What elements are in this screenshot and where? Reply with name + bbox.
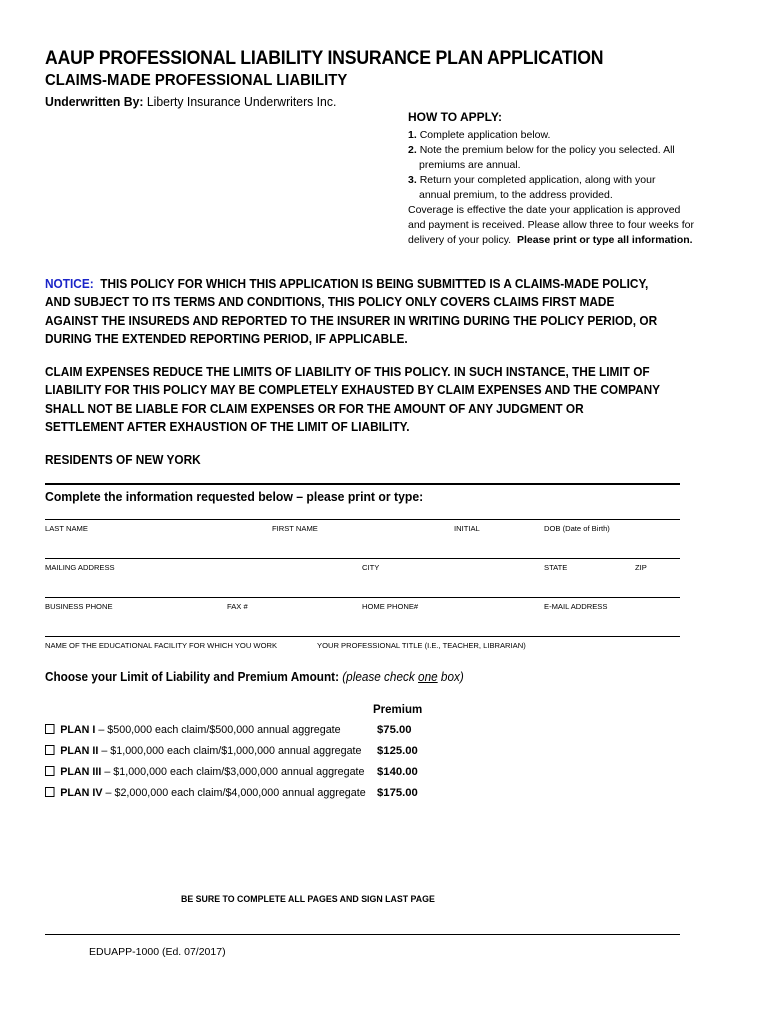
business-phone-label: BUSINESS PHONE (45, 602, 113, 611)
home-phone-label: HOME PHONE# (362, 602, 419, 611)
plan-option[interactable] (45, 766, 364, 778)
claims-made-notice (45, 275, 665, 348)
last-name-field[interactable] (45, 519, 680, 520)
dob-label: DOB (Date of Birth) (544, 524, 610, 533)
plan-premium: $125.00 (377, 745, 418, 757)
plan-name: PLAN II (60, 745, 99, 757)
step-2-text: Note the premium below for the policy you selected. All (419, 144, 675, 156)
professional-title-label: YOUR PROFESSIONAL TITLE (I.E., TEACHER, LIBRARIAN) (317, 641, 526, 650)
step-1-number: 1. (408, 129, 417, 141)
step-3-text: Return your completed application, along with your (419, 174, 656, 186)
notice-text: THIS POLICY FOR WHICH THIS APPLICATION IS BEING SUBMITTED IS A CLAIMS-MADE POLICY, AND SUBJECT TO ITS TERMS AND CONDITIONS, THIS POLICY ONLY COVERS CLAIMS FIRST MADE AGAINST THE INSUREDS AND REPORTED TO THE INSURER IN WRITING DURING THE POLICY PERIOD, OR DURING THE EXTENDED REPORTING PERIOD, IF APPLICABLE. (45, 277, 658, 346)
plan-ii-checkbox[interactable] (45, 745, 55, 755)
notice-label: NOTICE: (45, 277, 94, 291)
facility-label: NAME OF THE EDUCATIONAL FACILITY FOR WHICH YOU WORK (45, 641, 278, 650)
instruction-one: one (418, 670, 438, 684)
plan-name: PLAN III (60, 766, 102, 778)
step-2-number: 2. (408, 144, 417, 156)
form-number: EDUAPP-1000 (Ed. 07/2017) (89, 946, 226, 958)
limits-instruction (342, 670, 464, 684)
premium-column-header: Premium (373, 704, 423, 716)
coverage-effective-text (408, 203, 698, 248)
mailing-address-field[interactable] (45, 558, 680, 559)
initial-label: INITIAL (454, 524, 480, 533)
last-name-label: LAST NAME (45, 524, 88, 533)
step-2 (408, 143, 698, 158)
how-to-apply-heading: HOW TO APPLY: (408, 110, 503, 124)
footer-divider (45, 934, 680, 935)
facility-field[interactable] (45, 636, 680, 637)
how-to-apply-box (408, 110, 698, 248)
plan-description: – $1,000,000 each claim/$1,000,000 annual aggregate (98, 745, 362, 757)
plan-premium: $175.00 (377, 787, 418, 799)
plan-name: PLAN I (60, 724, 96, 736)
plan-i-checkbox[interactable] (45, 724, 55, 734)
limits-heading (45, 670, 464, 684)
mailing-address-label: MAILING ADDRESS (45, 563, 115, 572)
underwriter-label: Underwritten By: (45, 94, 144, 109)
step-3-continued: annual premium, to the address provided. (419, 189, 613, 201)
plan-description: – $500,000 each claim/$500,000 annual aggregate (95, 724, 341, 736)
state-label: STATE (544, 563, 568, 572)
plan-option[interactable] (45, 787, 366, 799)
email-label: E-MAIL ADDRESS (544, 602, 608, 611)
plan-name: PLAN IV (60, 787, 103, 799)
claim-expenses-notice: CLAIM EXPENSES REDUCE THE LIMITS OF LIABILITY OF THIS POLICY. IN SUCH INSTANCE, THE LIMIT OF LIABILITY FOR THIS POLICY MAY BE COMPLETELY EXHAUSTED BY CLAIM EXPENSES AND THE COMPANY SHALL NOT BE LIABLE FOR CLAIM EXPENSES OR FOR THE AMOUNT OF ANY JUDGMENT OR SETTLEMENT AFTER EXHAUSTION OF THE LIMIT OF LIABILITY. (45, 365, 660, 434)
instruction-part-b: box) (440, 670, 464, 684)
step-3 (408, 173, 698, 188)
city-label: CITY (362, 563, 380, 572)
step-3-number: 3. (408, 174, 417, 186)
plan-option[interactable] (45, 745, 362, 757)
underwriter-line (45, 94, 336, 109)
step-2-continued: premiums are annual. (419, 159, 521, 171)
instruction-part-a: (please check (342, 670, 415, 684)
first-name-label: FIRST NAME (272, 524, 318, 533)
plan-iii-checkbox[interactable] (45, 766, 55, 776)
plan-description: – $2,000,000 each claim/$4,000,000 annual aggregate (102, 787, 366, 799)
plan-premium: $140.00 (377, 766, 418, 778)
plan-iv-checkbox[interactable] (45, 787, 55, 797)
page-title: AAUP PROFESSIONAL LIABILITY INSURANCE PLAN APPLICATION (45, 48, 604, 69)
print-or-type-note: Please print or type all information. (516, 234, 693, 246)
form-heading: Complete the information requested below – please print or type: (45, 489, 424, 504)
coverage-effective: Coverage is effective the date your application is approved and payment is received. Please allow three to four weeks for delivery of your policy. (408, 204, 694, 246)
phone-field[interactable] (45, 597, 680, 598)
plan-option[interactable] (45, 724, 341, 736)
fax-label: FAX # (227, 602, 248, 611)
limits-heading-text: Choose your Limit of Liability and Premium Amount: (45, 670, 339, 684)
underwriter-name: Liberty Insurance Underwriters Inc. (146, 94, 337, 109)
section-divider (45, 483, 680, 485)
completion-reminder: BE SURE TO COMPLETE ALL PAGES AND SIGN LAST PAGE (181, 894, 435, 904)
plan-description: – $1,000,000 each claim/$3,000,000 annual aggregate (101, 766, 365, 778)
zip-label: ZIP (635, 563, 647, 572)
step-1-text: Complete application below. (419, 129, 551, 141)
residents-heading: RESIDENTS OF NEW YORK (45, 453, 201, 467)
plan-premium: $75.00 (377, 724, 412, 736)
page-subtitle: CLAIMS-MADE PROFESSIONAL LIABILITY (45, 72, 348, 89)
step-1 (408, 128, 698, 143)
